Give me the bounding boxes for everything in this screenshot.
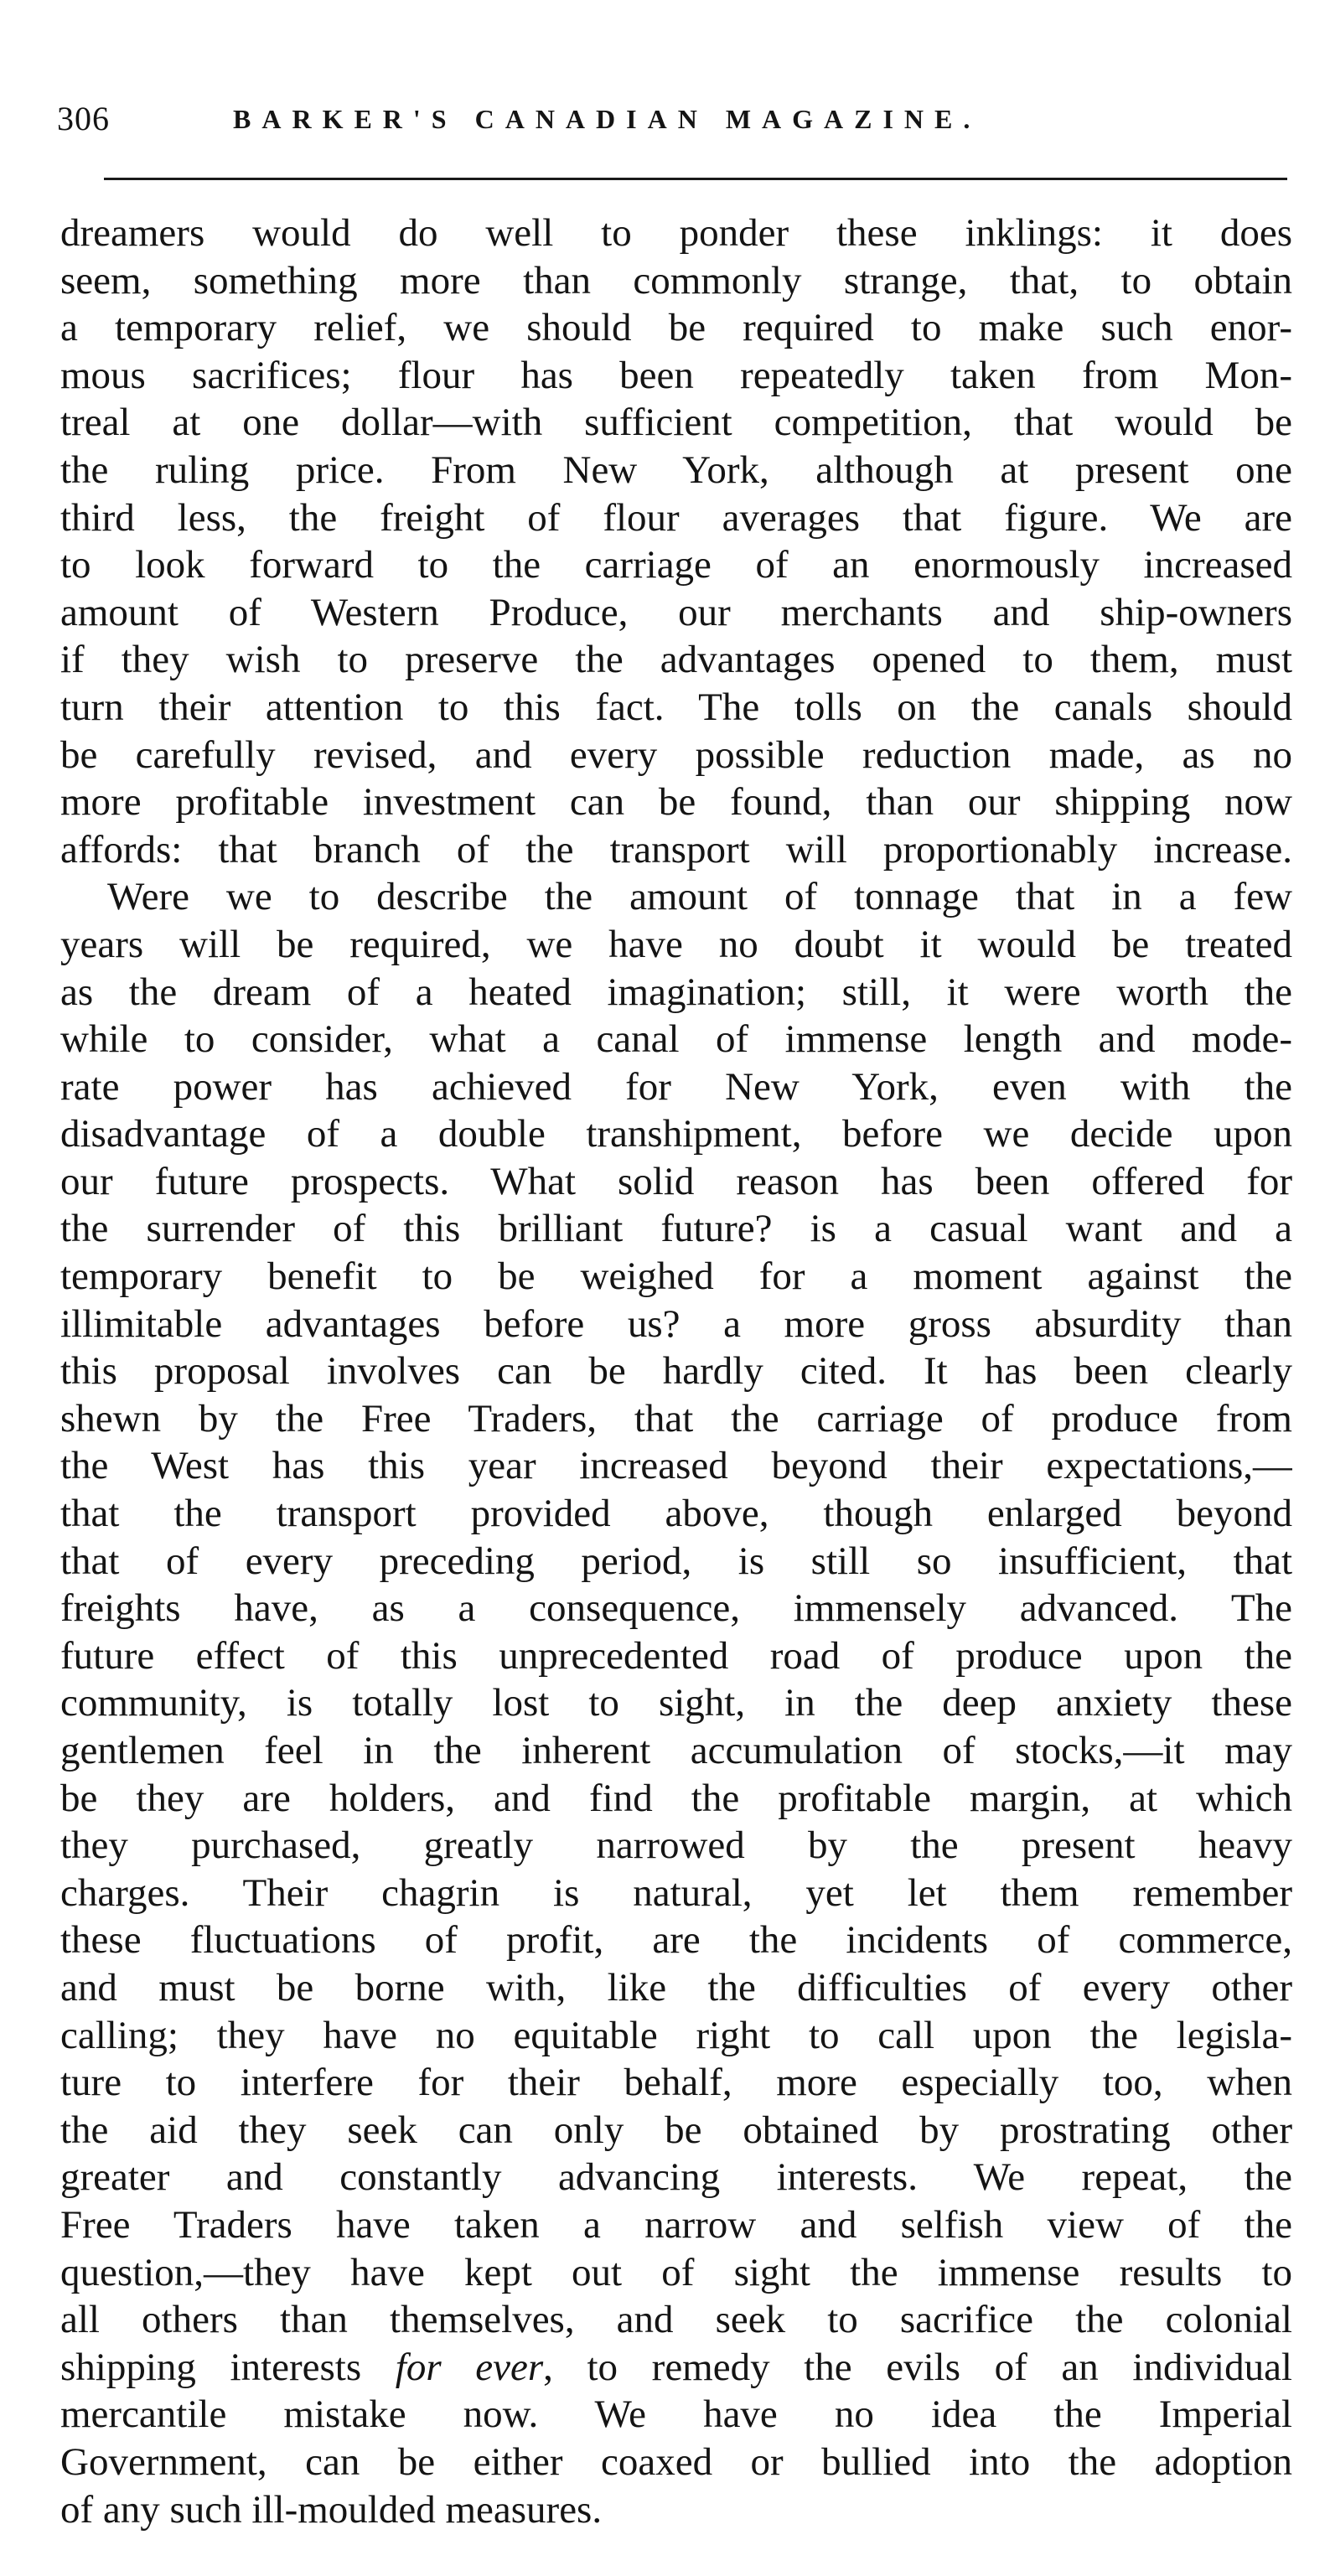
text-line: Government, can be either coaxed or bullied into the adoption (60, 2439, 1292, 2484)
text-line: while to consider, what a canal of immense length and mode- (60, 1017, 1292, 1062)
text-line: disadvantage of a double transhipment, before we decide upon (60, 1112, 1292, 1156)
text-line: community, is totally lost to sight, in the deep anxiety these (60, 1681, 1292, 1725)
text-line: years will be required, we have no doubt it would be treated (60, 922, 1292, 966)
text-line: to look forward to the carriage of an enormously increased (60, 543, 1292, 587)
text-line: Free Traders have taken a narrow and selfish view of the (60, 2202, 1292, 2247)
paragraph-1 (60, 209, 1292, 873)
text-line: question,—they have kept out of sight the immense results to (60, 2250, 1292, 2294)
text-line: ture to interfere for their behalf, more especially too, when (60, 2061, 1292, 2105)
text-line: calling; they have no equitable right to call upon the legisla- (60, 2013, 1292, 2057)
text-line: they purchased, greatly narrowed by the present heavy (60, 1823, 1292, 1868)
text-line: the West has this year increased beyond their expectations,— (60, 1444, 1292, 1488)
text-line-emphasis (60, 2344, 1292, 2392)
text-line: and must be borne with, like the difficulties of every other (60, 1965, 1292, 2010)
text-line: of any such ill-moulded measures. (60, 2487, 603, 2532)
text-line: gentlemen feel in the inherent accumulation of stocks,—it may (60, 1729, 1292, 1772)
text-line: amount of Western Produce, our merchants and ship-owners (60, 590, 1292, 634)
emphasis-after: , to remedy the evils of an individual (543, 2345, 1292, 2389)
text-line: third less, the freight of flour averages that figure. We are (60, 495, 1292, 540)
text-line: seem, something more than commonly strange, that, to obtain (60, 258, 1292, 303)
text-line: rate power has achieved for New York, even with the (60, 1064, 1292, 1109)
text-line: more profitable investment can be found, than our shipping now (60, 780, 1292, 825)
text-line: dreamers would do well to ponder these inklings: it does (60, 211, 1292, 255)
text-line: shewn by the Free Traders, that the carriage of produce from (60, 1396, 1292, 1441)
running-title: BARKER'S CANADIAN MAGAZINE. (233, 104, 981, 134)
page-number: 306 (57, 100, 110, 137)
text-line: if they wish to preserve the advantages opened to them, must (60, 638, 1292, 682)
text-line: greater and constantly advancing interests. We repeat, the (60, 2155, 1292, 2200)
text-line: the ruling price. From New York, although at present one (60, 447, 1292, 492)
italic-phrase: for ever (395, 2345, 544, 2389)
text-line: mous sacrifices; flour has been repeatedly taken from Mon- (60, 353, 1292, 397)
paragraph-2-lines (60, 873, 1292, 2343)
text-line: treal at one dollar—with sufficient competition, that would be (60, 401, 1292, 445)
text-line: be they are holders, and find the profitable margin, at which (60, 1776, 1292, 1820)
text-line: Were we to describe the amount of tonnage that in a few (107, 875, 1292, 919)
header-rule (104, 178, 1287, 180)
text-line: this proposal involves can be hardly cited. It has been clearly (60, 1349, 1292, 1394)
text-line: these fluctuations of profit, are the incidents of commerce, (60, 1918, 1292, 1963)
text-line: turn their attention to this fact. The tolls on the canals should (60, 685, 1292, 729)
text-line: all others than themselves, and seek to sacrifice the colonial (60, 2298, 1292, 2342)
text-line: as the dream of a heated imagination; still, it were worth the (60, 970, 1292, 1014)
text-line: illimitable advantages before us? a more gross absurdity than (60, 1301, 1292, 1346)
text-line: our future prospects. What solid reason has been offered for (60, 1159, 1292, 1203)
text-line: mercantile mistake now. We have no idea the Imperial (60, 2392, 1292, 2437)
paragraph-2 (60, 873, 1292, 2533)
text-line: that the transport provided above, though enlarged beyond (60, 1492, 1292, 1536)
text-line: the aid they seek can only be obtained by prostrating other (60, 2108, 1292, 2152)
emphasis-before: shipping interests (60, 2345, 396, 2389)
text-line: future effect of this unprecedented road of produce upon the (60, 1633, 1292, 1678)
page-header (57, 94, 1289, 144)
paragraph-2-closing-lines (60, 2391, 1292, 2533)
text-line: charges. Their chagrin is natural, yet let them remember (60, 1870, 1292, 1915)
text-line: temporary benefit to be weighed for a moment against the (60, 1254, 1292, 1299)
text-line: a temporary relief, we should be required to make such enor- (60, 306, 1292, 350)
text-line: affords: that branch of the transport will proportionably increase. (60, 827, 1292, 872)
text-line: freights have, as a consequence, immensely advanced. The (60, 1586, 1292, 1631)
text-line: the surrender of this brilliant future? is a casual want and a (60, 1207, 1292, 1251)
text-line: that of every preceding period, is still so insufficient, that (60, 1539, 1292, 1583)
text-line: be carefully revised, and every possible reduction made, as no (60, 732, 1292, 777)
article-body (60, 209, 1292, 2533)
